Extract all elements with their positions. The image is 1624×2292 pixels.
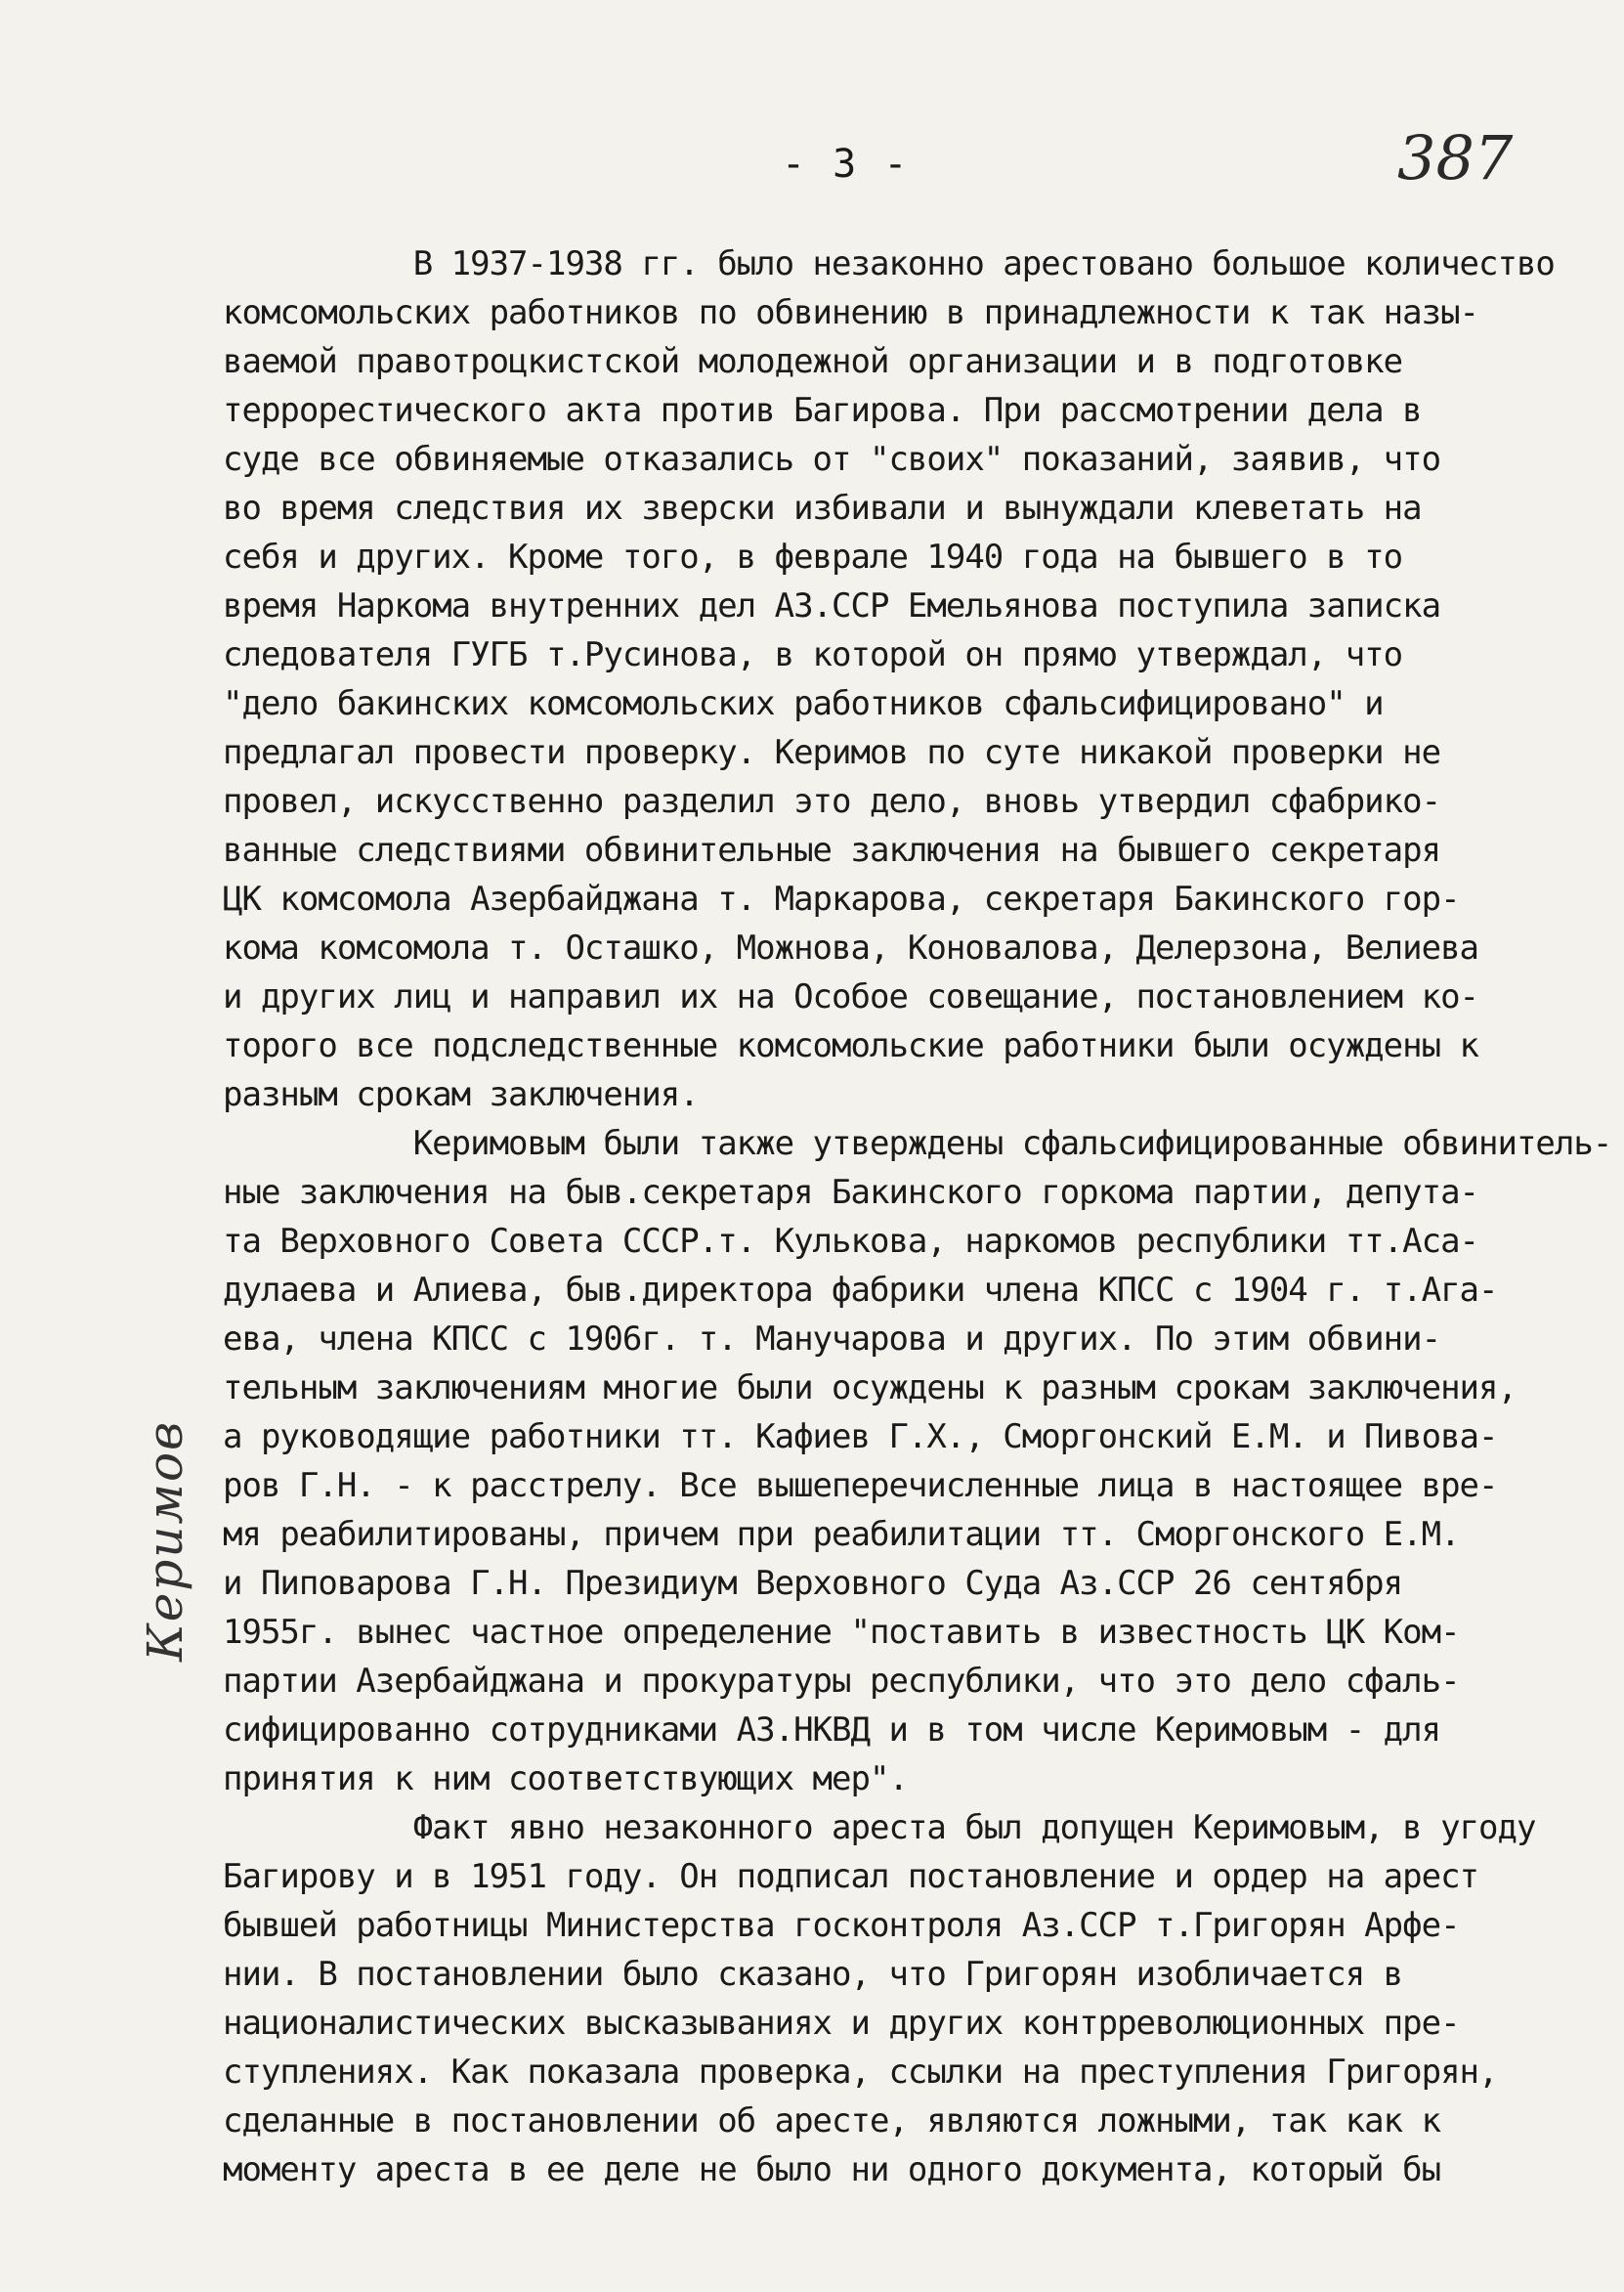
text-line: мя реабилитированы, причем при реабилитации тт. Сморгонского Е.М. [223, 1515, 1460, 1554]
text-line: дулаева и Алиева, быв.директора фабрики члена КПСС с 1904 г. т.Ага- [223, 1271, 1498, 1310]
text-line: 1955г. вынес частное определение "поставить в известность ЦК Ком- [223, 1613, 1460, 1652]
text-line: партии Азербайджана и прокуратуры республики, что это дело сфаль- [223, 1662, 1460, 1701]
text-line: провел, искусственно разделил это дело, вновь утвердил сфабрико- [223, 782, 1441, 821]
text-line: сифицированно сотрудниками АЗ.НКВД и в том числе Керимовым - для [223, 1710, 1441, 1750]
handwritten-margin-note: Керимов [137, 1419, 193, 1662]
page-number: - 3 - [782, 142, 910, 187]
text-line: время Наркома внутренних дел АЗ.ССР Емельянова поступила записка [223, 586, 1441, 626]
text-line: ров Г.Н. - к расстрелу. Все вышеперечисленные лица в настоящее вре- [223, 1466, 1498, 1505]
text-line: ступлениях. Как показала проверка, ссылки на преступления Григорян, [223, 2053, 1498, 2092]
text-line: В 1937-1938 гг. было незаконно арестовано большое количество [223, 244, 1555, 283]
text-line: Багирову и в 1951 году. Он подписал постановление и ордер на арест [223, 1857, 1479, 1896]
text-line: ные заключения на быв.секретаря Бакинского горкома партии, депута- [223, 1173, 1479, 1212]
text-line: сделанные в постановлении об аресте, являются ложными, так как к [223, 2101, 1441, 2141]
document-body [223, 239, 1612, 2194]
text-line: кома комсомола т. Осташко, Можнова, Коновалова, Делерзона, Велиева [223, 929, 1479, 968]
text-line: ванные следствиями обвинительные заключения на бывшего секретаря [223, 831, 1441, 870]
text-line: "дело бакинских комсомольских работников сфальсифицировано" и [223, 684, 1384, 723]
text-line: бывшей работницы Министерства госконтроля Аз.ССР т.Григорян Арфе- [223, 1906, 1460, 1945]
archive-number: 387 [1397, 122, 1514, 194]
text-line: и Пиповарова Г.Н. Президиум Верховного Суда Аз.ССР 26 сентября [223, 1564, 1403, 1603]
text-line: Керимовым были также утверждены сфальсифицированные обвинитель- [223, 1124, 1612, 1163]
text-line: торого все подследственные комсомольские работники были осуждены к [223, 1026, 1479, 1065]
text-line: следователя ГУГБ т.Русинова, в которой он прямо утверждал, что [223, 635, 1403, 674]
text-line: та Верховного Совета СССР.т. Кулькова, наркомов республики тт.Аса- [223, 1222, 1479, 1261]
text-line: нии. В постановлении было сказано, что Григорян изобличается в [223, 1955, 1403, 1994]
text-line: и других лиц и направил их на Особое совещание, постановлением ко- [223, 977, 1479, 1016]
text-line: Факт явно незаконного ареста был допущен Керимовым, в угоду [223, 1808, 1536, 1847]
text-line: моменту ареста в ее деле не было ни одного документа, который бы [223, 2150, 1441, 2189]
text-line: ЦК комсомола Азербайджана т. Маркарова, секретаря Бакинского гор- [223, 880, 1460, 919]
text-line: националистических высказываниях и других контрреволюционных пре- [223, 2004, 1460, 2043]
text-line: предлагал провести проверку. Керимов по суте никакой проверки не [223, 733, 1441, 772]
text-line: суде все обвиняемые отказались от "своих" показаний, заявив, что [223, 440, 1441, 479]
text-line: террорестического акта против Багирова. При рассмотрении дела в [223, 391, 1422, 430]
text-line: принятия к ним соответствующих мер". [223, 1759, 908, 1798]
text-line: во время следствия их зверски избивали и вынуждали клеветать на [223, 489, 1422, 528]
text-line: комсомольских работников по обвинению в принадлежности к так назы- [223, 293, 1479, 332]
text-line: а руководящие работники тт. Кафиев Г.Х., Сморгонский Е.М. и Пивова- [223, 1417, 1498, 1456]
text-line: себя и других. Кроме того, в феврале 1940 года на бывшего в то [223, 538, 1403, 577]
text-line: ваемой правотроцкистской молодежной организации и в подготовке [223, 342, 1403, 381]
text-line: ева, члена КПСС с 1906г. т. Манучарова и других. По этим обвини- [223, 1319, 1441, 1359]
text-line: тельным заключениям многие были осуждены к разным срокам заключения, [223, 1368, 1517, 1407]
text-line: разным срокам заключения. [223, 1075, 699, 1114]
